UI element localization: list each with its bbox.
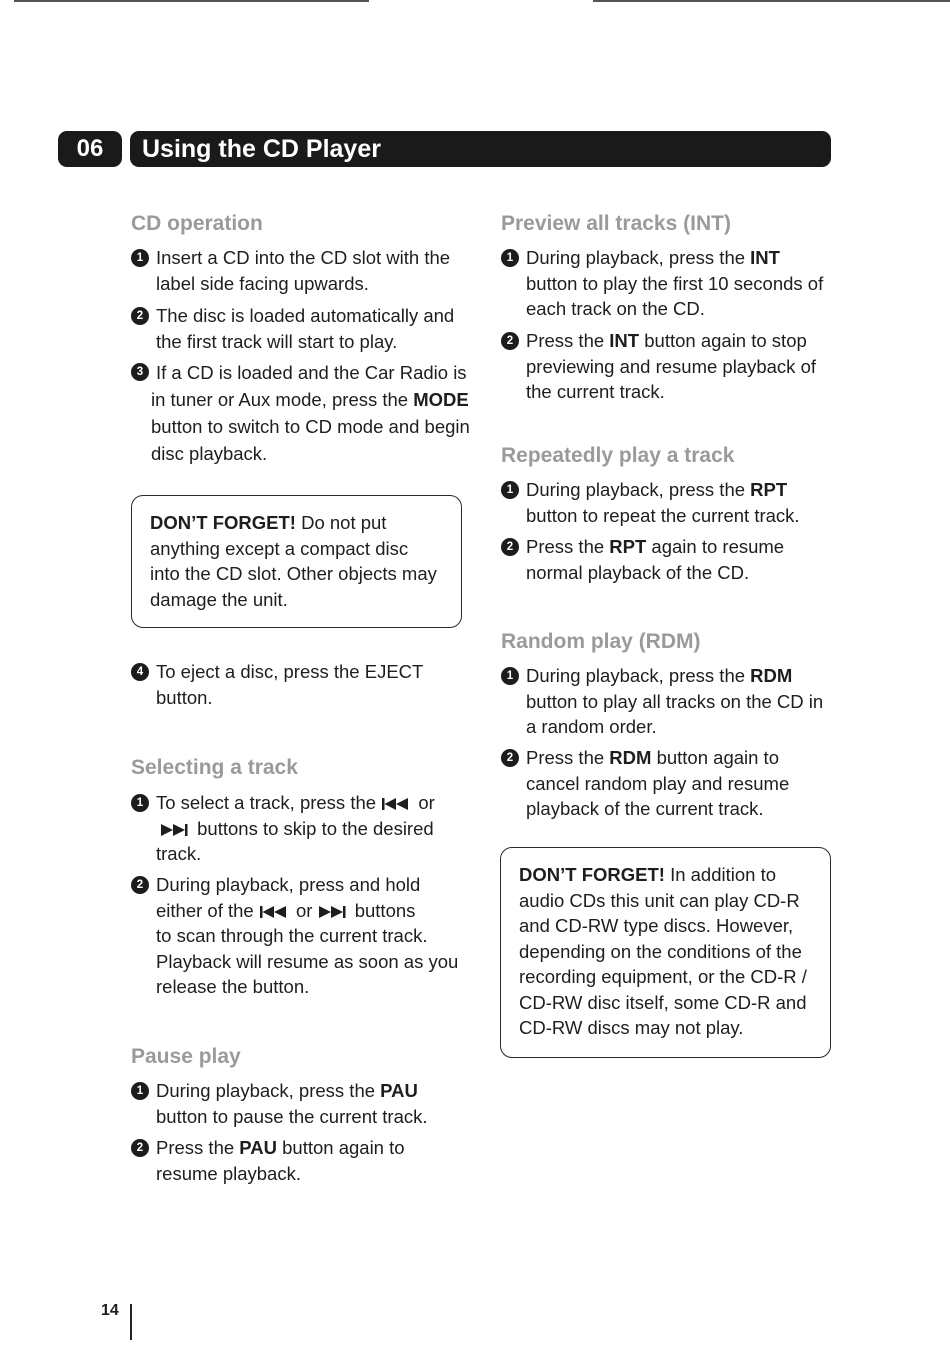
step-number: 1 bbox=[501, 249, 519, 267]
step-text: to scan through the current track. bbox=[156, 925, 428, 946]
button-name: RPT bbox=[750, 479, 788, 500]
step-text: the current track. bbox=[526, 381, 665, 402]
skip-forward-icon bbox=[318, 905, 350, 919]
page-number: 14 bbox=[101, 1302, 119, 1319]
step-text: To select a track, press the bbox=[156, 792, 382, 813]
note-text: depending on the conditions of the bbox=[519, 940, 802, 962]
step-number: 2 bbox=[131, 1139, 149, 1157]
button-name: PAU bbox=[239, 1137, 277, 1158]
note-text: recording equipment, or the CD-R / bbox=[519, 966, 807, 987]
note-text: and CD-RW type discs. However, bbox=[519, 915, 794, 936]
step-number: 2 bbox=[131, 876, 149, 894]
step-text: normal playback of the CD. bbox=[526, 561, 750, 583]
button-name: RDM bbox=[609, 747, 652, 768]
list-item bbox=[131, 1135, 405, 1186]
step-text: Press the bbox=[526, 747, 610, 768]
step-number: 3 bbox=[131, 363, 149, 381]
note-text: audio CDs this unit can play CD-R bbox=[519, 889, 800, 911]
dont-forget-note bbox=[131, 495, 462, 628]
page-title: Using the CD Player bbox=[130, 131, 831, 167]
step-text: cancel random play and resume bbox=[526, 772, 790, 794]
step-number: 2 bbox=[501, 538, 519, 556]
step-number: 1 bbox=[131, 794, 149, 812]
top-rule-left bbox=[14, 0, 369, 2]
section-heading-cd-operation: CD operation bbox=[131, 212, 263, 235]
step-text: a random order. bbox=[526, 716, 657, 737]
button-name: MODE bbox=[413, 389, 469, 410]
list-item bbox=[501, 245, 823, 322]
step-text: resume playback. bbox=[156, 1162, 301, 1184]
chapter-number: 06 bbox=[58, 131, 122, 167]
button-name: RPT bbox=[609, 536, 647, 557]
step-number: 1 bbox=[131, 1082, 149, 1100]
note-text: In addition to bbox=[664, 864, 777, 885]
step-text: button again to bbox=[276, 1137, 405, 1158]
step-text: track. bbox=[156, 843, 202, 864]
step-text: either of the bbox=[156, 899, 259, 921]
note-text: Do not put bbox=[295, 512, 387, 533]
list-item bbox=[501, 534, 784, 585]
step-text: previewing and resume playback of bbox=[526, 355, 816, 377]
button-name: INT bbox=[609, 330, 640, 351]
step-text: or bbox=[290, 899, 318, 921]
step-number: 1 bbox=[131, 249, 149, 267]
step-number: 2 bbox=[501, 332, 519, 350]
step-text: During playback, press and hold bbox=[156, 874, 421, 895]
note-text: damage the unit. bbox=[150, 588, 288, 610]
step-text: button. bbox=[156, 686, 213, 708]
list-item bbox=[131, 872, 458, 1000]
note-text: anything except a compact disc bbox=[150, 537, 409, 559]
step-number: 2 bbox=[501, 749, 519, 767]
list-item bbox=[501, 477, 800, 528]
section-heading-preview: Preview all tracks (INT) bbox=[501, 212, 731, 235]
step-number: 1 bbox=[501, 481, 519, 499]
top-rule-right bbox=[593, 0, 950, 2]
skip-back-icon bbox=[259, 905, 291, 919]
step-text: playback of the current track. bbox=[526, 798, 764, 819]
list-item bbox=[131, 245, 450, 296]
list-item bbox=[131, 1078, 428, 1129]
step-text: During playback, press the bbox=[526, 479, 751, 500]
step-text: each track on the CD. bbox=[526, 298, 705, 319]
step-text: To eject a disc, press the EJECT bbox=[156, 661, 424, 682]
section-heading-random: Random play (RDM) bbox=[501, 630, 701, 653]
note-text: CD-RW disc itself, some CD-R and bbox=[519, 991, 807, 1013]
step-text: button to play all tracks on the CD in bbox=[526, 690, 824, 712]
page-number-divider bbox=[130, 1304, 132, 1340]
step-text: During playback, press the bbox=[526, 247, 751, 268]
step-number: 2 bbox=[131, 307, 149, 325]
note-label: DON’T FORGET! bbox=[150, 512, 296, 533]
section-heading-repeat: Repeatedly play a track bbox=[501, 444, 735, 467]
step-text: If a CD is loaded and the Car Radio is bbox=[156, 362, 467, 383]
button-name: RDM bbox=[750, 665, 793, 686]
list-item bbox=[131, 659, 423, 710]
step-text: buttons bbox=[349, 899, 416, 921]
step-text: Press the bbox=[526, 330, 610, 351]
step-text: release the button. bbox=[156, 976, 310, 997]
step-text: button to pause the current track. bbox=[156, 1105, 428, 1127]
step-text: button to repeat the current track. bbox=[526, 504, 800, 526]
step-text: The disc is loaded automatically and bbox=[156, 305, 455, 326]
step-text: Insert a CD into the CD slot with the bbox=[156, 247, 451, 268]
step-text: the first track will start to play. bbox=[156, 330, 398, 352]
note-text: into the CD slot. Other objects may bbox=[150, 563, 437, 584]
step-text: button again to bbox=[651, 747, 779, 768]
skip-forward-icon bbox=[160, 823, 192, 837]
step-text: button to switch to CD mode and begin bbox=[151, 416, 470, 437]
step-text: Press the bbox=[526, 536, 610, 557]
list-item bbox=[501, 745, 789, 822]
list-item bbox=[131, 790, 435, 867]
step-text: During playback, press the bbox=[526, 665, 751, 686]
step-text: button to play the first 10 seconds of bbox=[526, 272, 824, 294]
step-text: Press the bbox=[156, 1137, 240, 1158]
section-heading-selecting-track: Selecting a track bbox=[131, 756, 298, 779]
step-text: button again to stop bbox=[639, 330, 807, 351]
dont-forget-note bbox=[500, 847, 831, 1058]
button-name: PAU bbox=[380, 1080, 418, 1101]
step-text: again to resume bbox=[646, 536, 785, 557]
step-text: or bbox=[413, 792, 435, 813]
step-text: Playback will resume as soon as you bbox=[156, 950, 459, 972]
step-text: During playback, press the bbox=[156, 1080, 381, 1101]
step-number: 4 bbox=[131, 663, 149, 681]
skip-back-icon bbox=[381, 797, 413, 811]
step-text: in tuner or Aux mode, press the bbox=[151, 389, 414, 410]
note-text: CD-RW discs may not play. bbox=[519, 1017, 744, 1038]
step-number: 1 bbox=[501, 667, 519, 685]
note-label: DON’T FORGET! bbox=[519, 864, 665, 885]
list-item bbox=[131, 359, 470, 467]
button-name: INT bbox=[750, 247, 780, 268]
list-item bbox=[501, 328, 816, 405]
step-text: buttons to skip to the desired bbox=[192, 817, 434, 839]
section-heading-pause-play: Pause play bbox=[131, 1045, 241, 1068]
list-item bbox=[131, 303, 454, 354]
step-text: disc playback. bbox=[151, 443, 268, 464]
list-item bbox=[501, 663, 823, 740]
step-text: label side facing upwards. bbox=[156, 272, 369, 294]
